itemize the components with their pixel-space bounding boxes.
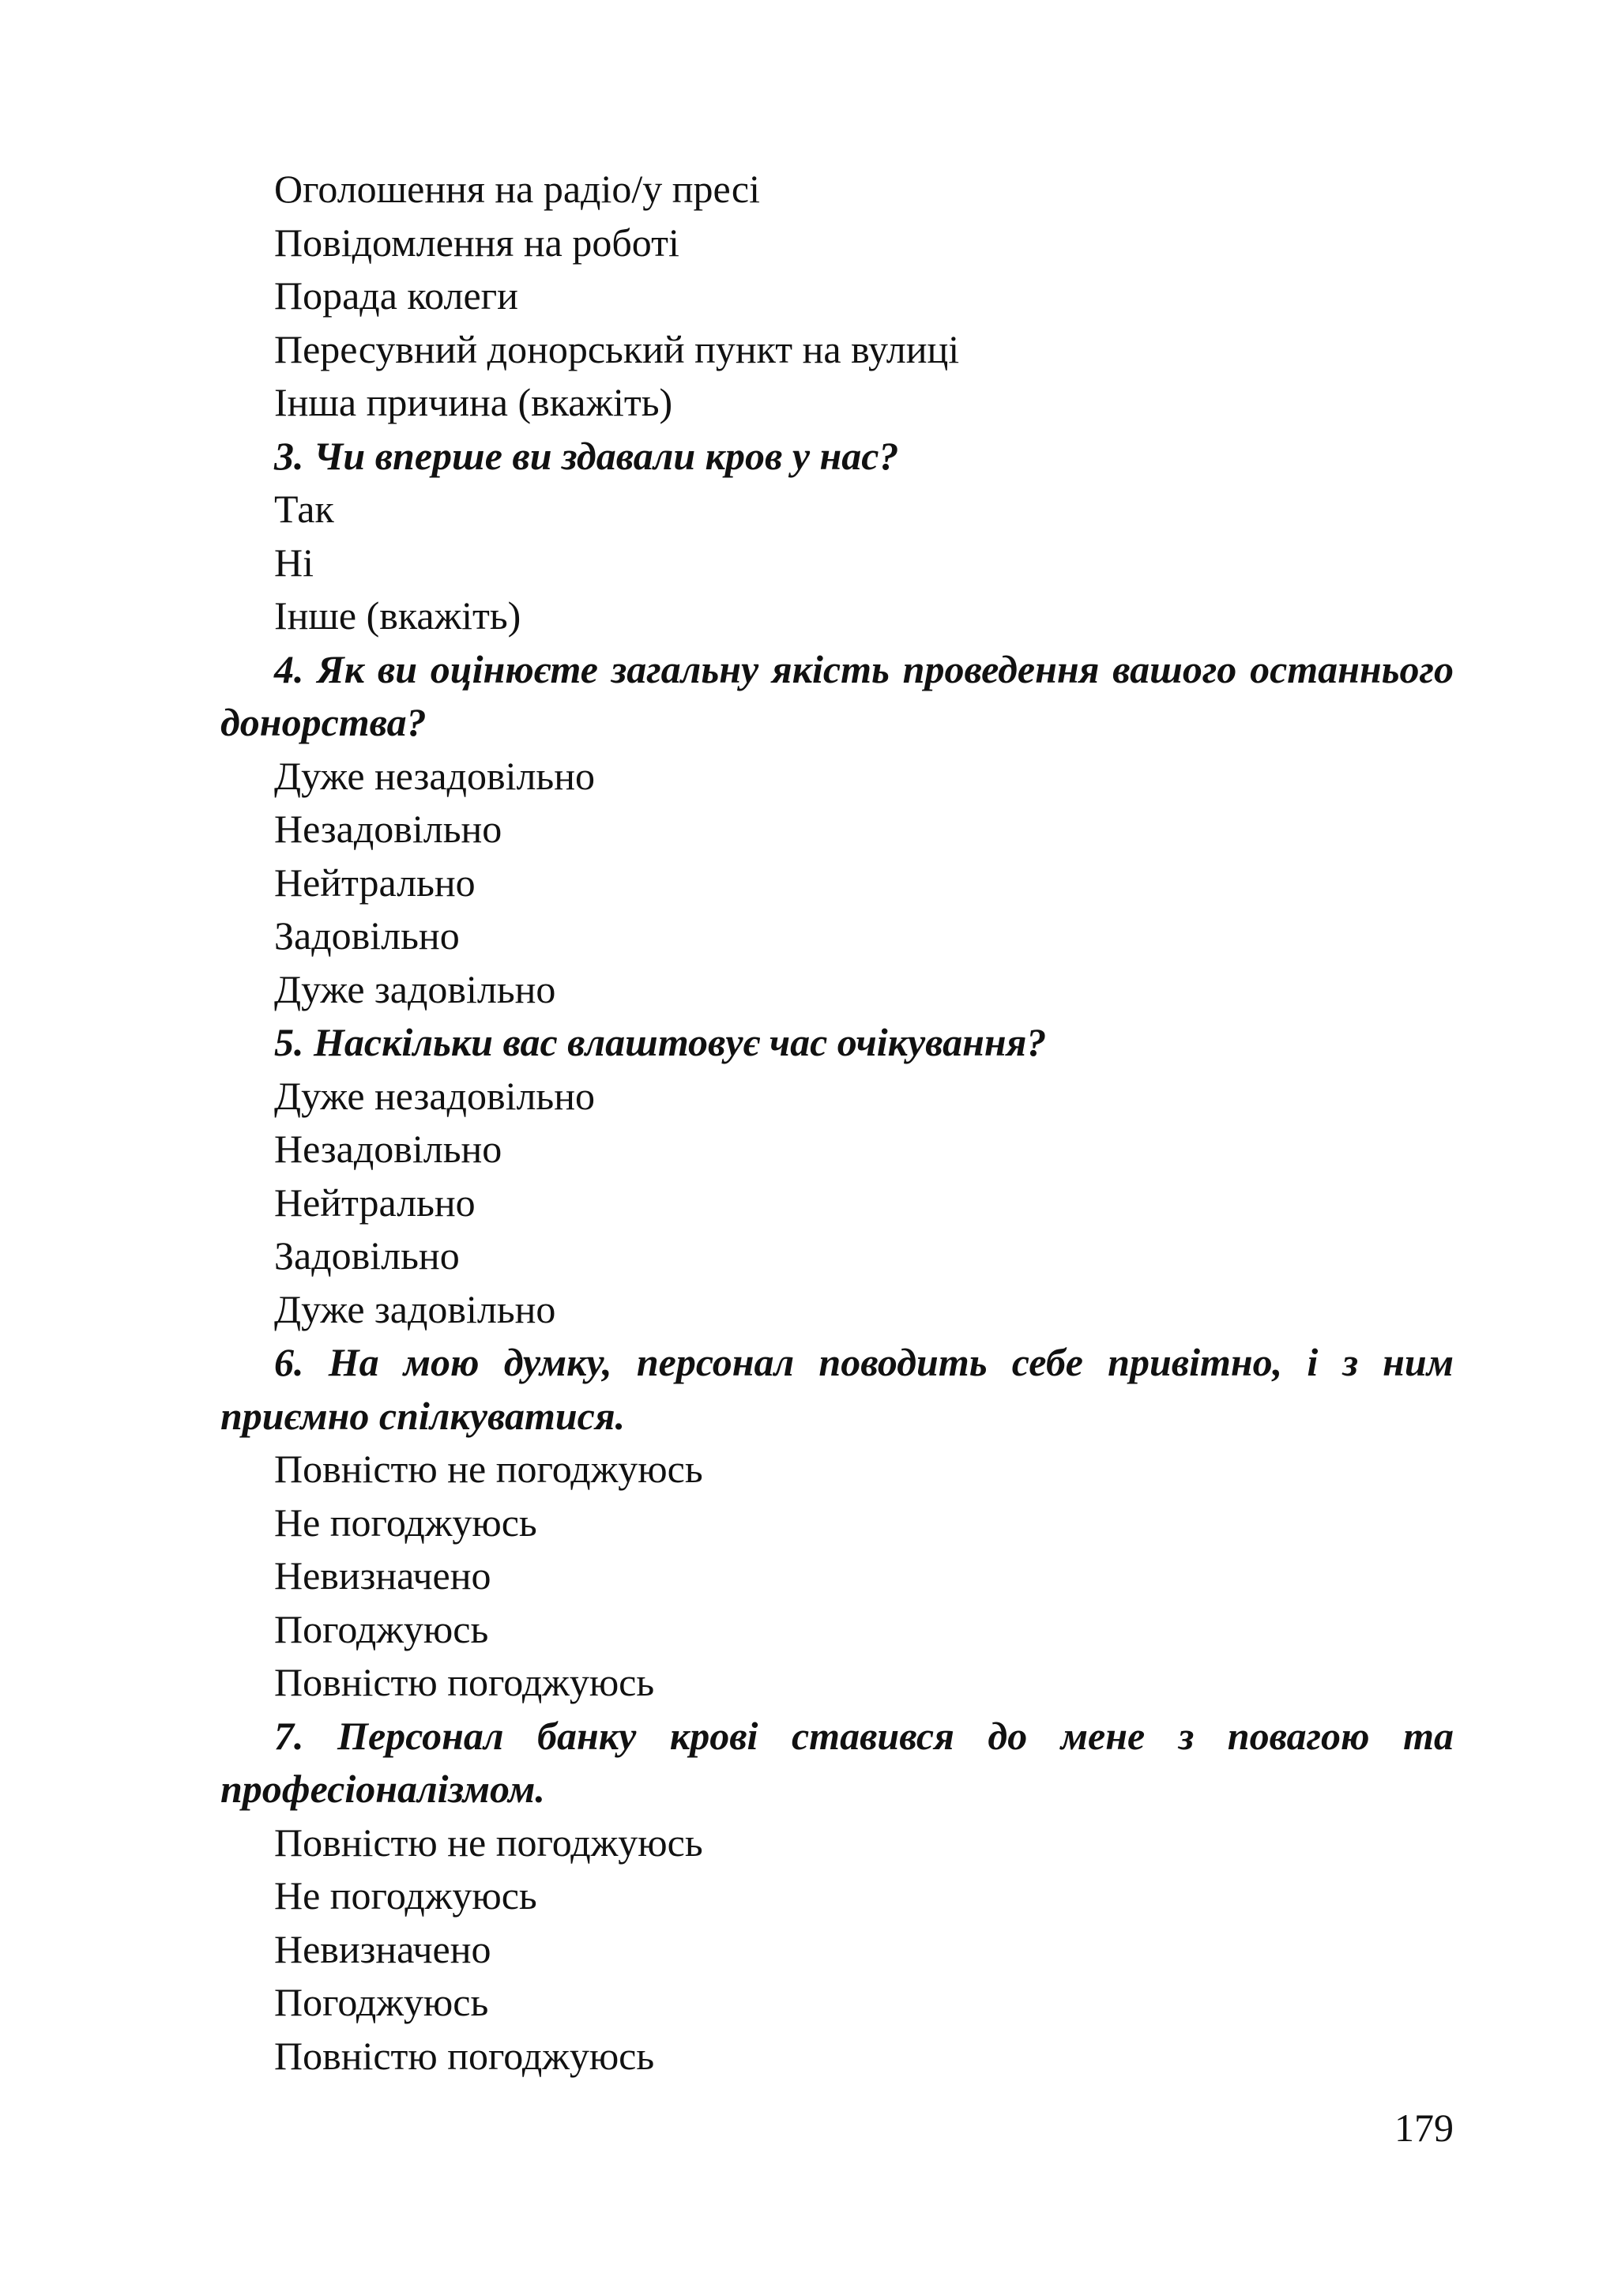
answer-option: Нейтрально — [274, 860, 476, 905]
answer-option: Незадовільно — [274, 1127, 502, 1171]
answer-option: Повністю не погоджуюсь — [274, 1820, 703, 1865]
question-block — [220, 1710, 1454, 2083]
answer-option: Незадовільно — [274, 807, 502, 851]
answer-option: Задовільно — [274, 1233, 460, 1278]
question-heading: 6. На мою думку, персонал поводить себе привітно, і з ним приємно спілкуватися. — [220, 1340, 1454, 1438]
question-heading: 7. Персонал банку крові ставився до мене з повагою та професіоналізмом. — [220, 1713, 1454, 1811]
question-block — [220, 163, 1454, 430]
question-block — [220, 430, 1454, 643]
answer-option: Погоджуюсь — [274, 1606, 489, 1651]
answer-option: Не погоджуюсь — [274, 1500, 537, 1545]
answer-option: Невизначено — [274, 1553, 491, 1598]
answer-option: Не погоджуюсь — [274, 1873, 537, 1918]
question-block — [220, 643, 1454, 1017]
answer-option: Повністю погоджуюсь — [274, 2033, 655, 2078]
answer-option: Дуже незадовільно — [274, 753, 595, 798]
question-heading: 5. Наскільки вас влаштовує час очікування? — [274, 1020, 1047, 1064]
question-heading: 4. Як ви оцінюєте загальну якість проведення вашого останнього донорства? — [220, 646, 1454, 744]
question-block — [220, 1336, 1454, 1710]
answer-option: Нейтрально — [274, 1180, 476, 1225]
question-block — [220, 1016, 1454, 1336]
answer-option: Дуже незадовільно — [274, 1073, 595, 1118]
answer-option: Ні — [274, 540, 314, 585]
answer-option: Пересувний донорський пункт на вулиці — [274, 326, 960, 371]
page-number: 179 — [1394, 2106, 1454, 2150]
answer-option: Інше (вкажіть) — [274, 593, 521, 638]
answer-option: Інша причина (вкажіть) — [274, 380, 673, 424]
answer-option: Задовільно — [274, 913, 460, 958]
answer-option: Оголошення на радіо/у пресі — [274, 167, 761, 211]
answer-option: Невизначено — [274, 1926, 491, 1971]
question-heading: 3. Чи вперше ви здавали кров у нас? — [274, 433, 899, 478]
document-body — [220, 163, 1454, 2083]
answer-option: Порада колеги — [274, 273, 518, 318]
answer-option: Дуже задовільно — [274, 1286, 556, 1331]
answer-option: Повідомлення на роботі — [274, 220, 679, 265]
answer-option: Дуже задовільно — [274, 966, 556, 1011]
answer-option: Погоджуюсь — [274, 1980, 489, 2024]
answer-option: Повністю погоджуюсь — [274, 1660, 655, 1704]
answer-option: Так — [274, 487, 334, 531]
answer-option: Повністю не погоджуюсь — [274, 1447, 703, 1491]
